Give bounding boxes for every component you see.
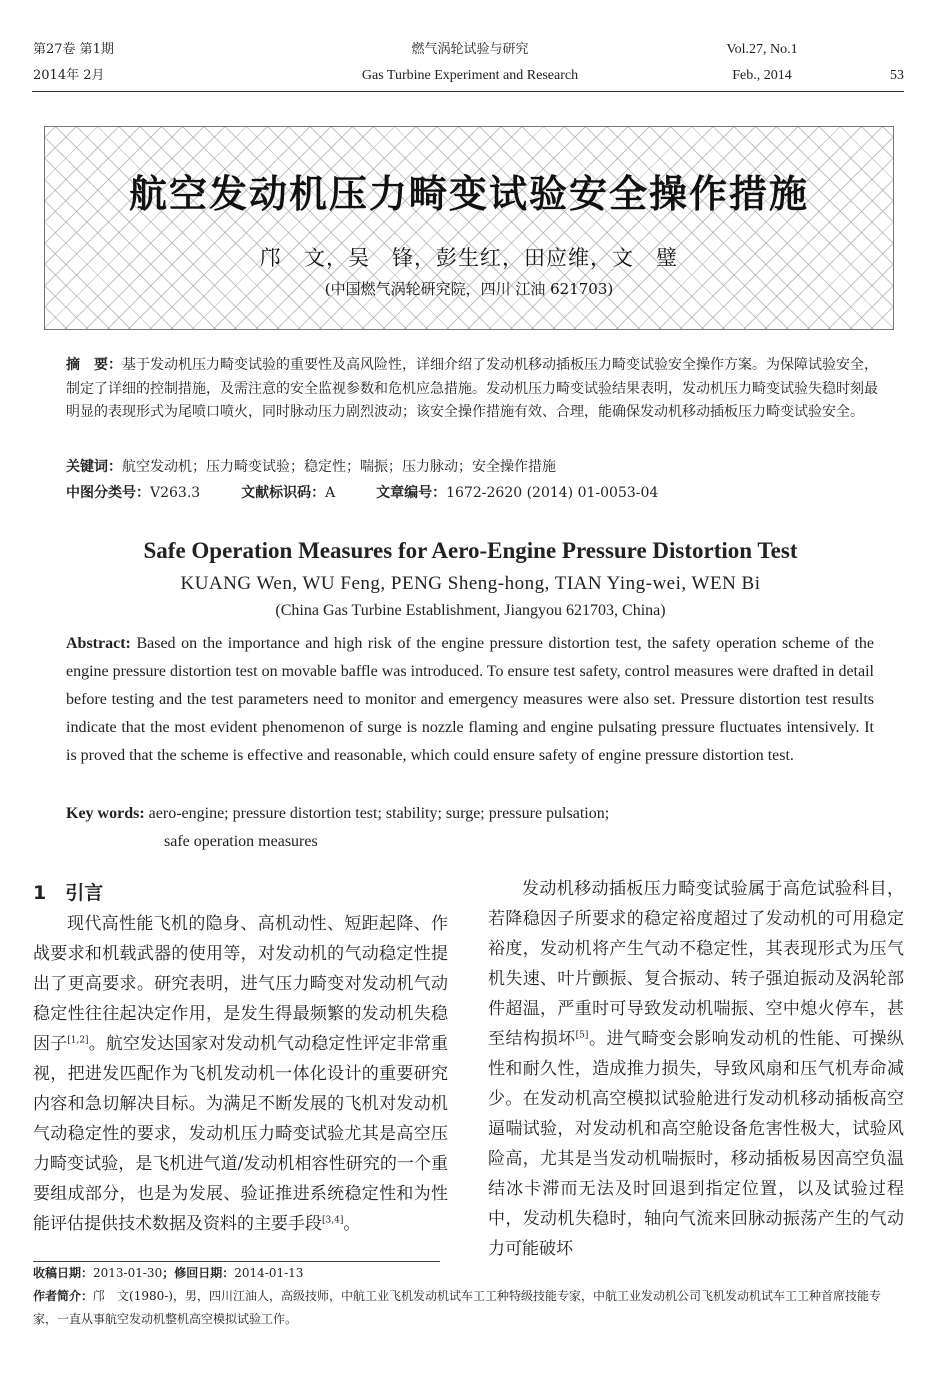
body-column-right (488, 874, 904, 1264)
authors-en: KUANG Wen, WU Feng, PENG Sheng-hong, TIAN Ying-wei, WEN Bi (180, 573, 761, 594)
journal-name-cn: 燃气涡轮试验与研究 (411, 42, 529, 57)
footnote-author (33, 1285, 903, 1331)
revised-date: 2014-01-13 (234, 1266, 304, 1280)
para1-text-c: 。 (343, 1214, 361, 1234)
clc-value: V263.3 (150, 485, 201, 501)
keywords-cn-text: 航空发动机；压力畸变试验；稳定性；喘振；压力脉动；安全操作措施 (122, 459, 556, 475)
para2-text-a: 发动机移动插板压力畸变试验属于高危试验科目，若降稳因子所要求的稳定裕度超过了发动机的可用稳定裕度，发动机将产生气动不稳定性，其表现形式为压气机失速、叶片颤振、复合振动、转子强迫振动及涡轮部件超温，严重时可导致发动机喘振、空中熄火停车，甚至结构损坏 (488, 879, 904, 1049)
title-banner (44, 126, 894, 330)
received-label: 收稿日期： (33, 1266, 94, 1280)
header-rule (32, 91, 904, 92)
classification-line (66, 482, 878, 506)
received-date: 2013-01-30 (93, 1266, 163, 1280)
affiliation-en: (China Gas Turbine Establishment, Jiangyou 621703, China) (275, 602, 666, 619)
doc-code-label: 文献标识码： (241, 485, 326, 501)
para1-text-b: 。航空发达国家对发动机气动稳定性评定非常重视，把进发匹配作为飞机发动机一体化设计的重要研究内容和急切解决目标。为满足不断发展的飞机对发动机气动稳定性的要求，发动机压力畸变试验尤其是高空压力畸变试验，是飞机进气道/发动机相容性研究的一个重要组成部分，也是为发展、验证推进系统稳定性和为性能评估提供技术数据及资料的主要手段 (33, 1034, 449, 1234)
journal-volume-issue: 第27卷 第1期 (33, 42, 114, 57)
abstract-cn-label: 摘 要： (66, 357, 122, 373)
para1-text-a: 现代高性能飞机的隐身、高机动性、短距起降、作战要求和机载武器的使用等，对发动机的气动稳定性提出了更高要求。研究表明，进气压力畸变对发动机气动稳定性往往起决定作用，是发生得最频繁的发动机失稳因子 (33, 914, 448, 1054)
para2-text-b: 。进气畸变会影响发动机的性能、可操纵性和耐久性，造成推力损失，导致风扇和压气机寿命减少。在发动机高空模拟试验舱进行发动机移动插板高空逼喘试验，对发动机和高空舱设备危害性极大，试验风险高，尤其是当发动机喘振时，移动插板易因高空负温结冰卡滞而无法及时回退到指定位置，以及试验过程中，发动机失稳时，轴向气流来回脉动振荡产生的气动力可能破坏 (488, 1029, 905, 1259)
citation-ref: [1,2] (67, 1035, 89, 1046)
section-heading: 1 引言 (33, 882, 104, 904)
footnote-dates (33, 1262, 903, 1285)
journal-name-en: Gas Turbine Experiment and Research (361, 68, 579, 83)
affiliation-cn: (中国燃气涡轮研究院，四川 江油 621703) (324, 280, 614, 298)
abstract-cn (66, 354, 878, 425)
doc-code-value: A (325, 485, 336, 501)
authors-cn: 邝 文，吴 锋，彭生红，田应维，文 璧 (260, 246, 678, 270)
journal-date: 2014年 2月 (33, 68, 105, 83)
page-number: 53 (890, 68, 904, 83)
author-bio-text: 邝 文(1980-)，男，四川江油人，高级技师，中航工业飞机发动机试车工工种特级技能专家，中航工业发动机公司飞机发动机试车工工种首席技能专家，一直从事航空发动机整机高空模拟试验工作。 (33, 1289, 881, 1326)
title-en: Safe Operation Measures for Aero-Engine Pressure Distortion Test (143, 538, 798, 563)
abstract-en-text: Based on the importance and high risk of the engine pressure distortion test, the safety operation scheme of the engine pressure distortion test on movable baffle was introduced. To ensure test safety, control measures were drafted in detail before testing and the test parameters need to monitor and emergency measures were also set. Pressure distortion test results indicate that the most evident phenomenon of surge is nozzle flaming and engine pulsating pressure fluctuates intensively. It is proved that the scheme is effective and reasonable, which could ensure safety of engine pressure distortion test. (66, 635, 875, 764)
keywords-en-line2: safe operation measures (164, 833, 318, 850)
article-number-label: 文章编号： (376, 485, 447, 501)
abstract-en-label: Abstract: (66, 635, 131, 652)
title-cn: 航空发动机压力畸变试验安全操作措施 (128, 172, 809, 216)
keywords-en (66, 800, 874, 856)
body-column-left (33, 909, 448, 1239)
intro-paragraph-2 (488, 874, 904, 1264)
keywords-en-label: Key words: (66, 805, 145, 822)
keywords-cn (66, 456, 878, 480)
journal-volume-en: Vol.27, No.1 (726, 42, 798, 57)
abstract-en (66, 630, 874, 770)
keywords-en-line1: aero-engine; pressure distortion test; stability; surge; pressure pulsation; (148, 805, 610, 822)
author-bio-label: 作者简介： (33, 1289, 94, 1303)
citation-ref: [3,4] (322, 1215, 344, 1226)
revised-label: ；修回日期： (162, 1266, 235, 1280)
journal-date-en: Feb., 2014 (732, 68, 792, 83)
abstract-cn-text: 基于发动机压力畸变试验的重要性及高风险性，详细介绍了发动机移动插板压力畸变试验安全操作方案。为保障试验安全，制定了详细的控制措施，及需注意的安全监视参数和危机应急措施。发动机压力畸变试验结果表明，发动机压力畸变试验失稳时刻最明显的表现形式为尾喷口喷火，同时脉动压力剧烈波动；该安全操作措施有效、合理，能确保发动机移动插板压力畸变试验安全。 (66, 357, 878, 420)
keywords-cn-label: 关键词： (66, 459, 122, 475)
clc-label: 中图分类号： (66, 485, 150, 501)
citation-ref: [5] (575, 1030, 589, 1041)
article-number-value: 1672-2620 (2014) 01-0053-04 (446, 485, 659, 501)
intro-paragraph-1 (33, 909, 448, 1239)
